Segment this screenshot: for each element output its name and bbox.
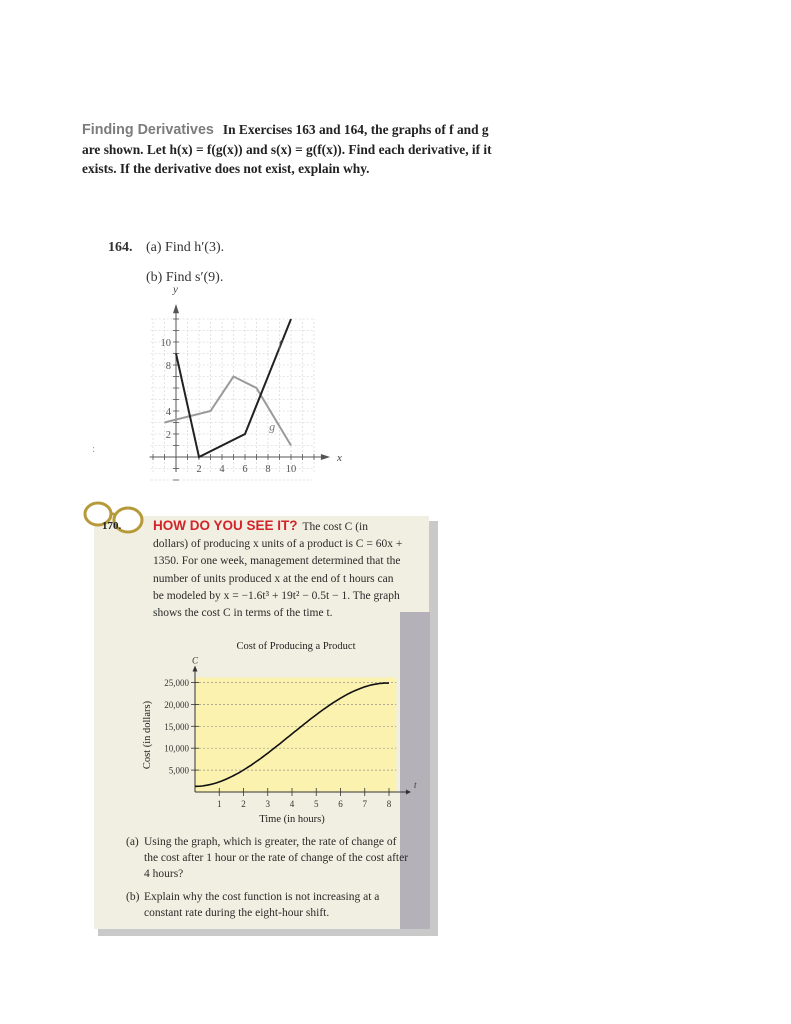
x-tick-label: 8 bbox=[386, 799, 392, 809]
x-axis-arrow bbox=[321, 454, 330, 460]
y-axis-arrow bbox=[173, 304, 179, 313]
y-tick-label: 25,000 bbox=[164, 678, 189, 688]
chart-title: Cost of Producing a Product bbox=[236, 641, 356, 652]
y-tick-label: 10,000 bbox=[164, 743, 189, 754]
y-tick-label: 10 bbox=[160, 338, 171, 349]
question-a-text: Using the graph, which is greater, the rate of change of the cost after 1 hour or the rate of change of the cost after 4 hours? bbox=[144, 836, 409, 880]
exercise-170-questions bbox=[126, 834, 412, 928]
x-tick-label: 10 bbox=[285, 464, 297, 475]
y-axis-arrow bbox=[193, 666, 198, 672]
x-tick-label: 8 bbox=[265, 464, 271, 475]
x-tick-label: 6 bbox=[242, 464, 248, 475]
exercise-170-text: The cost C (in dollars) of producing x units of a product is C = 60x + 1350. For one week, management determined that the number of units produced x at the end of t hours can be modeled by x = −1.6t³ + 19t² − 0.5t − 1. The graph shows the cost C in terms of the time t. bbox=[153, 521, 403, 620]
exercise-170-statement bbox=[153, 517, 403, 622]
stray-mark: : bbox=[92, 443, 96, 455]
x-tick-label: 6 bbox=[338, 799, 343, 809]
question-a-label: (a) bbox=[126, 836, 139, 848]
x-tick-label: 2 bbox=[196, 464, 202, 475]
x-tick-label: 4 bbox=[219, 464, 225, 475]
how-do-you-see-it-heading: HOW DO YOU SEE IT? bbox=[153, 518, 298, 533]
intro-paragraph bbox=[82, 120, 494, 178]
x-tick-label: 2 bbox=[241, 799, 246, 809]
y-axis-title: Cost (in dollars) bbox=[142, 700, 153, 770]
glasses-icon bbox=[80, 498, 154, 542]
x-tick-label: 5 bbox=[314, 799, 319, 809]
section-heading: Finding Derivatives bbox=[82, 122, 214, 138]
part-b: (b) Find s′(9). bbox=[146, 270, 224, 285]
y-tick-label: 2 bbox=[165, 430, 171, 441]
y-tick-label: 15,000 bbox=[164, 721, 189, 732]
graph-f-g bbox=[138, 283, 342, 480]
x-axis-title: Time (in hours) bbox=[259, 814, 325, 825]
cost-chart bbox=[136, 634, 417, 834]
part-a: (a) Find h′(3). bbox=[146, 240, 225, 255]
intro-text: In Exercises 163 and 164, the graphs of f and g are shown. Let h(x) = f(g(x)) and s(x) = g(f(x)). Find each derivative, if it exists. If the derivative does not exist, explain why. bbox=[82, 122, 492, 176]
question-b-text: Explain why the cost function is not increasing at a constant rate during the eight-hour shift. bbox=[144, 891, 380, 919]
x-tick-label: 3 bbox=[265, 799, 270, 809]
x-axis-letter: t bbox=[413, 780, 417, 790]
y-tick-label: 4 bbox=[165, 407, 171, 418]
y-axis-label: y bbox=[173, 283, 178, 296]
plot-area bbox=[195, 678, 396, 793]
f-label: f bbox=[278, 336, 282, 351]
exercise-170-number: 170. bbox=[102, 520, 122, 532]
y-tick-label: 8 bbox=[165, 361, 171, 372]
y-tick-label: 20,000 bbox=[164, 699, 189, 710]
x-tick-label: 1 bbox=[217, 799, 222, 809]
exercise-number: 164. bbox=[108, 240, 133, 255]
x-tick-label: 4 bbox=[289, 799, 295, 809]
question-b bbox=[126, 889, 412, 921]
x-tick-label: 7 bbox=[362, 799, 367, 809]
y-axis-letter: C bbox=[191, 655, 199, 666]
g-label: g bbox=[269, 419, 276, 434]
x-axis-label: x bbox=[337, 452, 342, 464]
y-tick-label: 5,000 bbox=[168, 765, 189, 776]
question-a bbox=[126, 834, 412, 882]
question-b-label: (b) bbox=[126, 891, 140, 903]
